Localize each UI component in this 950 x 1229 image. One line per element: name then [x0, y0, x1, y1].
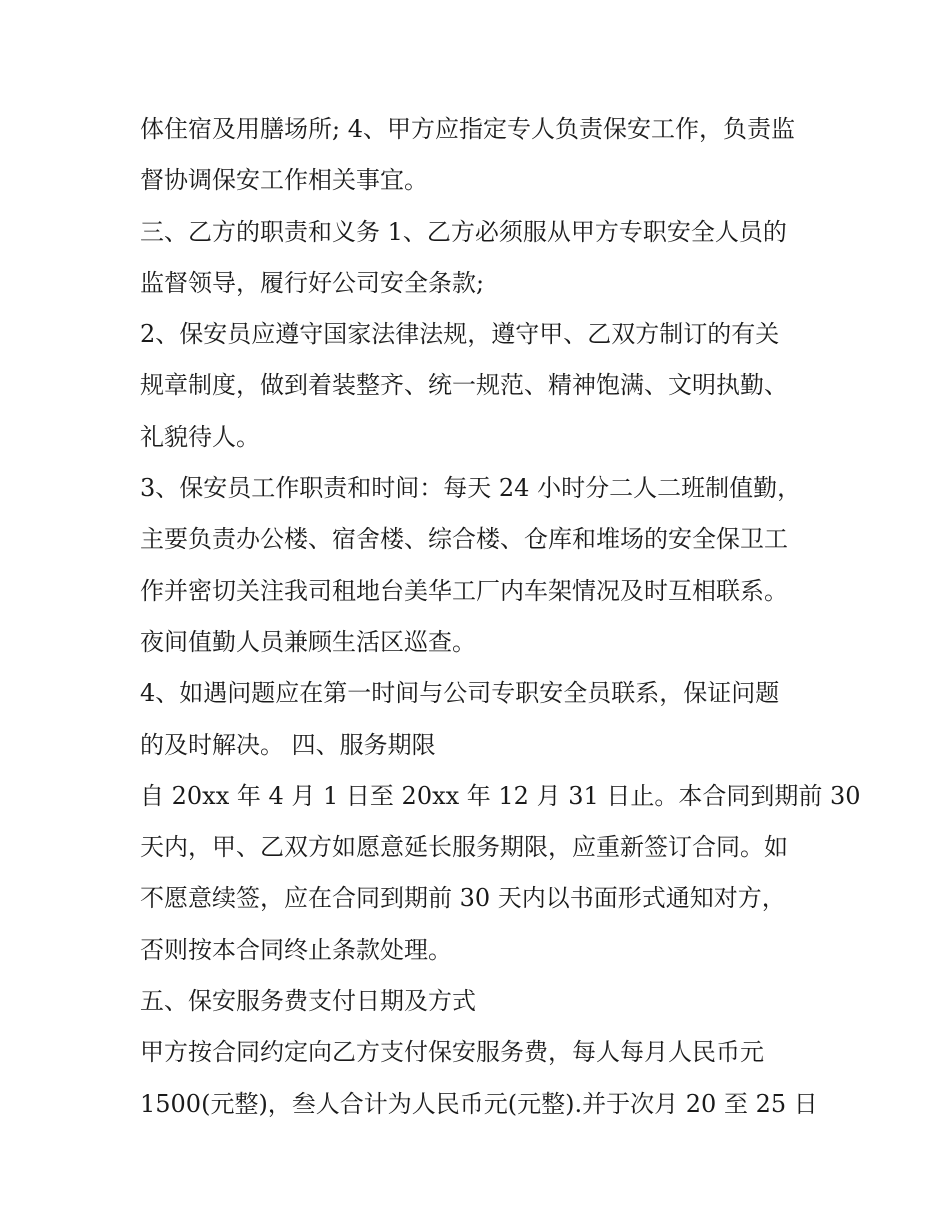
text-line: 监督领导，履行好公司安全条款; — [140, 268, 485, 297]
text-line: 礼貌待人。 — [140, 422, 260, 451]
text-line: 否则按本合同终止条款处理。 — [140, 935, 452, 964]
text-line: 主要负责办公楼、宿舍楼、综合楼、仓库和堆场的安全保卫工 — [140, 525, 788, 554]
text-line: 1500(元整)，叁人合计为人民币元(元整).并于次月 20 至 25 日 — [140, 1089, 818, 1118]
text-line: 夜间值勤人员兼顾生活区巡查。 — [140, 627, 476, 656]
text-line: 天内，甲、乙双方如愿意延长服务期限，应重新签订合同。如 — [140, 833, 788, 862]
text-line: 体住宿及用膳场所; 4、甲方应指定专人负责保安工作，负责监 — [140, 115, 795, 143]
text-line: 4、如遇问题应在第一时间与公司专职安全员联系，保证问题 — [140, 679, 780, 708]
text-line: 不愿意续签，应在合同到期前 30 天内以书面形式通知对方， — [140, 884, 786, 913]
text-line: 规章制度，做到着装整齐、统一规范、精神饱满、文明执勤、 — [140, 371, 788, 400]
text-line: 五、保安服务费支付日期及方式 — [140, 987, 476, 1016]
text-line: 三、乙方的职责和义务 1、乙方必须服从甲方专职安全人员的 — [140, 217, 787, 246]
text-line: 的及时解决。 四、服务期限 — [140, 730, 436, 759]
text-line: 3、保安员工作职责和时间：每天 24 小时分二人二班制值勤， — [140, 474, 802, 503]
document-body — [140, 104, 861, 1130]
text-line: 督协调保安工作相关事宜。 — [140, 166, 428, 195]
text-line: 2、保安员应遵守国家法律法规，遵守甲、乙双方制订的有关 — [140, 320, 780, 349]
text-line: 自 20xx 年 4 月 1 日至 20xx 年 12 月 31 日止。本合同到期前 30 — [140, 781, 861, 810]
text-line: 甲方按合同约定向乙方支付保安服务费，每人每月人民币元 — [140, 1038, 764, 1067]
text-line: 作并密切关注我司租地台美华工厂内车架情况及时互相联系。 — [140, 576, 788, 605]
